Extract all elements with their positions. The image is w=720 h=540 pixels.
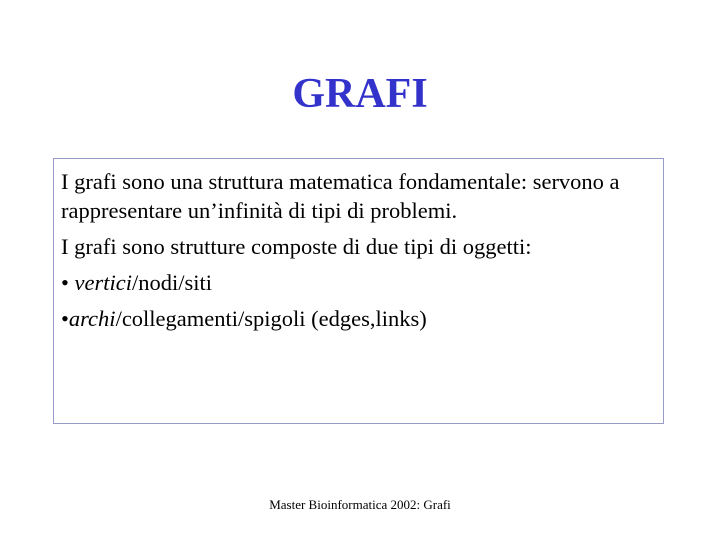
slide-footer: Master Bioinformatica 2002: Grafi <box>269 497 451 512</box>
bullet-text-archi: /collegamenti/spigoli (edges,links) <box>115 306 427 331</box>
bullet-archi <box>61 304 657 333</box>
bullet-emphasis-vertici: vertici <box>74 270 132 295</box>
bullet-marker: • <box>61 306 69 331</box>
bullet-emphasis-archi: archi <box>68 306 116 331</box>
bullet-vertici <box>61 268 657 297</box>
paragraph-composition: I grafi sono strutture composte di due tipi di oggetti: <box>61 234 532 259</box>
paragraph-definition: I grafi sono una struttura matematica fondamentale: servono a rappresentare un’infinità di tipi di problemi. <box>61 169 620 223</box>
content-box <box>53 158 664 424</box>
bullet-text-vertici: /nodi/siti <box>132 270 213 295</box>
slide-title: GRAFI <box>292 71 428 117</box>
bullet-marker: • <box>61 270 75 295</box>
